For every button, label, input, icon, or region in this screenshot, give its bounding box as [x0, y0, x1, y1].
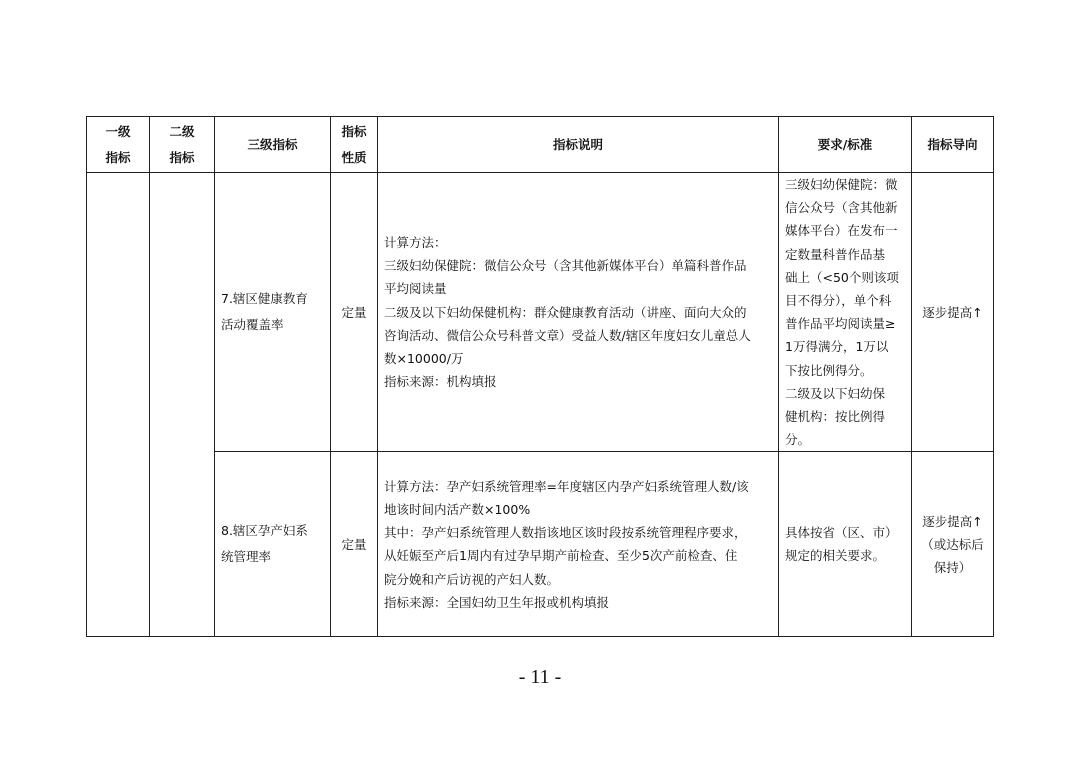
table-row [87, 173, 994, 452]
header-level2: 二级 指标 [150, 117, 215, 173]
indicator-req: 三级妇幼保健院：微 信公众号（含其他新 媒体平台）在发布一 定数量科普作品基 础上（<50个则该项 目不得分），单个科 普作品平均阅读量≥ 1万得满分，1万以 下按比例得分。 二级及以下妇幼保 健机构：按比例得 分。 [779, 173, 912, 452]
indicator-nature: 定量 [331, 173, 378, 452]
indicator-name: 8.辖区孕产妇系 统管理率 [215, 452, 331, 637]
header-direction: 指标导向 [912, 117, 994, 173]
header-level3: 三级指标 [215, 117, 331, 173]
indicator-desc: 计算方法：孕产妇系统管理率=年度辖区内孕产妇系统管理人数/该 地该时间内活产数×100% 其中：孕产妇系统管理人数指该地区该时段按系统管理程序要求， 从妊娠至产后1周内有过孕早期产前检查、至少5次产前检查、住 院分娩和产后访视的产妇人数。 指标来源：全国妇幼卫生年报或机构填报 [378, 452, 779, 637]
indicator-req: 具体按省（区、市） 规定的相关要求。 [779, 452, 912, 637]
header-desc: 指标说明 [378, 117, 779, 173]
header-level1: 一级 指标 [87, 117, 150, 173]
indicator-direction: 逐步提高↑ [912, 173, 994, 452]
header-row [87, 117, 994, 173]
page-number: - 11 - [518, 666, 562, 688]
level1-cell [87, 173, 150, 637]
header-nature: 指标 性质 [331, 117, 378, 173]
indicator-nature: 定量 [331, 452, 378, 637]
table-row [87, 452, 994, 637]
header-req: 要求/标准 [779, 117, 912, 173]
indicator-direction: 逐步提高↑ （或达标后 保持） [912, 452, 994, 637]
indicator-table [86, 116, 994, 637]
indicator-name: 7.辖区健康教育 活动覆盖率 [215, 173, 331, 452]
indicator-desc: 计算方法： 三级妇幼保健院：微信公众号（含其他新媒体平台）单篇科普作品 平均阅读量 二级及以下妇幼保健机构：群众健康教育活动（讲座、面向大众的 咨询活动、微信公众号科普文章）受益人数/辖区年度妇女儿童总人 数×10000/万 指标来源：机构填报 [378, 173, 779, 452]
level2-cell [150, 173, 215, 637]
